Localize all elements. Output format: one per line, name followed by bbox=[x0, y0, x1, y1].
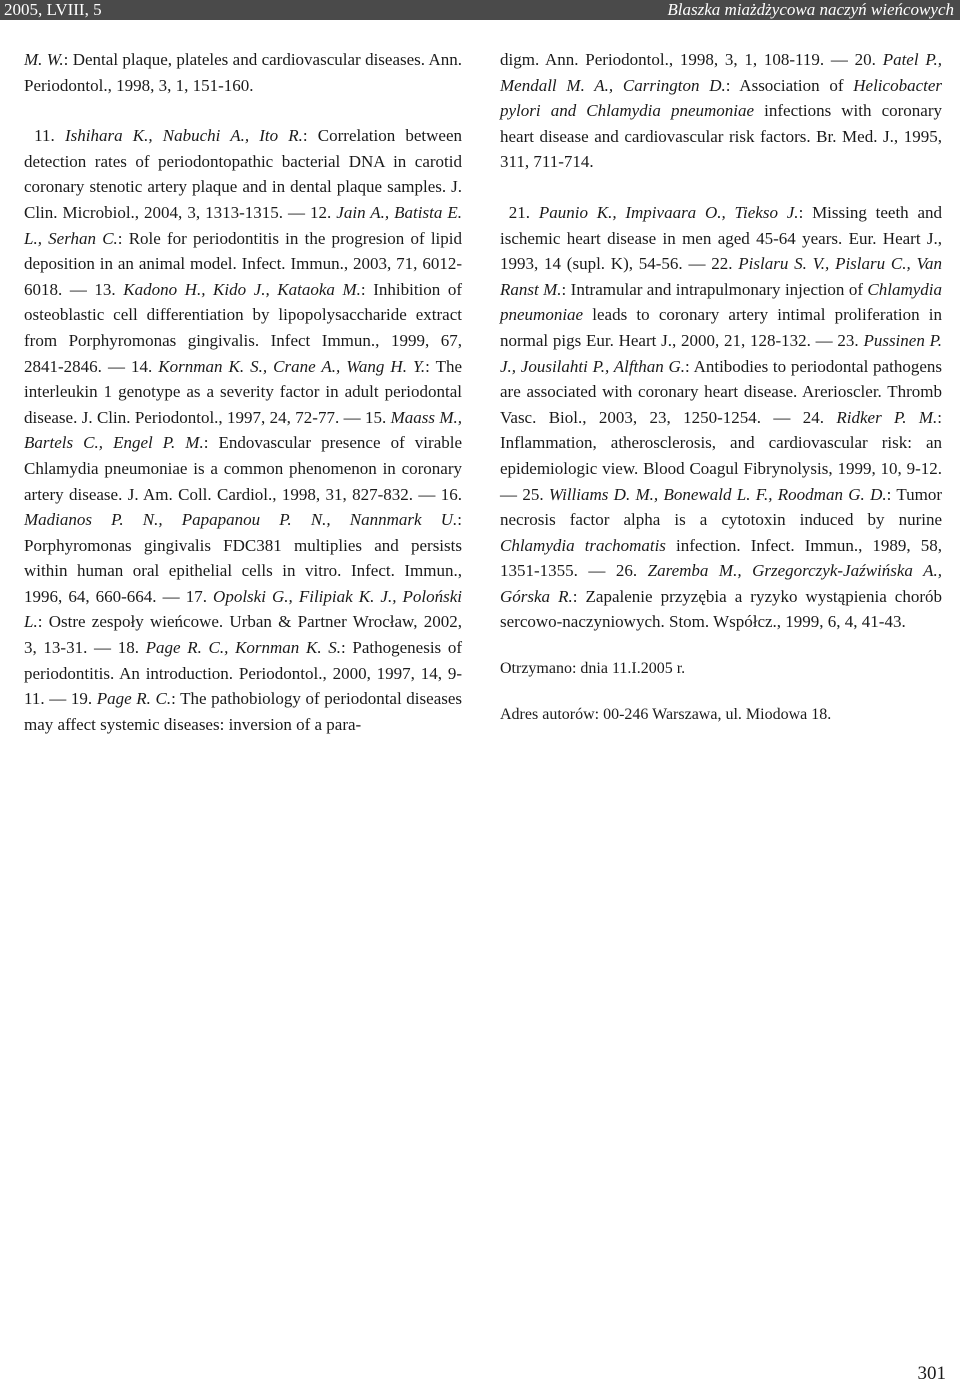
reference-text: : Tumor necrosis factor alpha is a cytotoxin induced by nurine bbox=[500, 484, 943, 530]
reference-authors: Paunio K., Impivaara O., Tiekso J. bbox=[538, 202, 799, 222]
authors-address: Adres autorów: 00-246 Warszawa, ul. Miodowa 18. bbox=[500, 706, 832, 724]
reference-number: 22. bbox=[711, 254, 733, 274]
reference-italic-term: Helicobacter pylori and Chlamydia pneumoniae bbox=[500, 75, 943, 121]
reference-number: 23. bbox=[837, 330, 859, 350]
reference-19-to-20: digm. Ann. Periodontol., 1998, 3, 1, 108-119. — 20. Patel P., Mendall M. A., Carrington D.: Association of Helicobacter pylori and Chlamydia pneumoniae infections with coronary heart disease and cardiovascular risk factors. Br. Med. J., 1995, 311, 711-714. bbox=[500, 50, 943, 172]
received-date: Otrzymano: dnia 11.I.2005 r. bbox=[500, 660, 686, 678]
journal-issue: 2005, LVIII, 5 bbox=[4, 0, 102, 19]
reference-authors: Opolski G., Filipiak K. J., Poloński L. bbox=[24, 586, 463, 632]
reference-authors: M. W. bbox=[24, 50, 64, 69]
reference-authors: Kadono H., Kido J., Kataoka M. bbox=[123, 279, 361, 299]
reference-authors: Ishihara K., Nabuchi A., Ito R. bbox=[64, 126, 303, 146]
reference-number: 26. bbox=[615, 561, 638, 581]
reference-text: : The interleukin 1 genotype as a severity factor in adult periodontal disease. J. Clin. Periodontol., 1997, 24, 72-77. bbox=[24, 356, 462, 427]
reference-text: : Association of bbox=[725, 75, 854, 95]
reference-number: 16. bbox=[440, 484, 463, 504]
reference-number: 12. bbox=[310, 202, 332, 222]
reference-authors: Williams D. M., Bonewald L. F., Roodman G. D. bbox=[548, 484, 887, 504]
reference-authors: Zaremba M., Grzegorczyk-Jaźwińska A., Górska R. bbox=[500, 561, 942, 606]
left-column bbox=[24, 47, 462, 737]
reference-number: 17. bbox=[185, 586, 207, 606]
reference-text: : The pathobiology of periodontal diseases may affect systemic diseases: inversion of a para- bbox=[24, 689, 463, 734]
reference-text: : Antibodies to periodontal pathogens are associated with coronary heart disease. Arerioscler. Thromb Vasc. Biol., 2003, 23, 1250-1254. bbox=[500, 356, 942, 427]
article-running-title: Blaszka miażdżycowa naczyń wieńcowych bbox=[667, 0, 954, 19]
page-number: 301 bbox=[917, 1363, 946, 1384]
reference-authors: Ridker P. M. bbox=[836, 407, 938, 427]
reference-10-continued bbox=[24, 47, 462, 98]
reference-italic-term: Chlamydia pneumoniae bbox=[500, 279, 943, 325]
right-column bbox=[500, 47, 942, 727]
reference-number: 11. bbox=[34, 126, 55, 146]
reference-text: : Correlation between detection rates of periodontopathic bacterial DNA in carotid coronary stenotic artery plaque and in dental plaque samples. J. Clin. Microbiol., 2004, 3, 1313-1315. bbox=[24, 126, 463, 222]
reference-text: : Intramular and intrapulmonary injection of bbox=[561, 279, 868, 299]
reference-text: : Porphyromonas gingivalis FDC381 multiplies and persists within human oral epithelial cells in vitro. Infect. Immun., 1996, 64, 660-664. bbox=[24, 510, 462, 606]
reference-text: leads to coronary artery intimal proliferation in normal pigs Eur. Heart J., 2000, 21, 128-132. bbox=[500, 305, 942, 350]
reference-number: 15. bbox=[364, 407, 387, 427]
reference-authors: Maass M., Bartels C., Engel P. M. bbox=[24, 407, 463, 453]
reference-text: : Zapalenie przyzębia a ryzyko wystąpienia chorób sercowo-naczyniowych. Stom. Współcz., 1999, 6, 4, 41-43. bbox=[500, 586, 942, 632]
reference-number: 20. bbox=[854, 50, 876, 69]
reference-text: : Endovascular presence of virable Chlamydia pneumoniae is a common phenomenon in coronary artery disease. J. Am. Coll. Cardiol., 1998, 31, 827-832. bbox=[24, 433, 463, 504]
reference-italic-term: Chlamydia trachomatis bbox=[500, 535, 666, 555]
reference-authors: Page R. C. bbox=[96, 689, 172, 709]
reference-text: : Inhibition of osteoblastic cell differentiation by lipopolysaccharide extract from Porphyromonas gingivalis. Infect Immun., 1999, 67, 2841-2846. bbox=[24, 279, 463, 376]
reference-text: infection. Infect. Immun., 1989, 58, 1351-1355. bbox=[500, 535, 942, 581]
reference-authors: Page R. C., Kornman K. S. bbox=[145, 638, 341, 658]
running-header bbox=[0, 0, 960, 20]
reference-number: 14. bbox=[130, 356, 153, 376]
reference-number: 18. bbox=[117, 638, 139, 658]
reference-authors: Pislaru S. V., Pislaru C., Van Ranst M. bbox=[500, 254, 943, 299]
reference-number: 21. bbox=[508, 202, 531, 222]
reference-21-to-26: 21. Paunio K., Impivaara O., Tiekso J.: Missing teeth and ischemic heart disease in men aged 45-64 years. Eur. Heart J., 1993, 14 (supl. K), 54-56. — 22. Pislaru S. V., Pislaru C., Van Ranst M.: Intramular and intrapulmonary injection of Chlamydia pneumoniae leads to coronary artery intimal proliferation in normal pigs Eur. Heart J., 2000, 21, 128-132. — 23. Pussinen P. J., Jousilahti P., Alfthan G.: Antibodies to periodontal pathogens are associated with coronary heart disease. Arerioscler. Thromb Vasc. Biol., 2003, 23, 1250-1254. — 24. Ridker P. M.: Inflammation, atherosclerosis, and cardiovascular risk: an epidemiologic view. Blood Coagul Fibrynolysis, 1999, 10, 9-12. — 25. Williams D. M., Bonewald L. F., Roodman G. D.: Tumor necrosis factor alpha is a cytotoxin induced by nurine Chlamydia trachomatis infection. Infect. Immun., 1989, 58, 1351-1355. — 26. Zaremba M., Grzegorczyk-Jaźwińska A., Górska R.: Zapalenie przyzębia a ryzyko wystąpienia chorób sercowo-naczyniowych. Stom. Współcz., 1999, 6, 4, 41-43. bbox=[500, 202, 943, 632]
reference-authors: Patel P., Mendall M. A., Carrington D. bbox=[500, 50, 943, 95]
reference-authors: Pussinen P. J., Jousilahti P., Alfthan G. bbox=[500, 330, 943, 376]
reference-text: : Inflammation, atherosclerosis, and cardiovascular risk: an epidemiologic view. Blood Coagul Fibrynolysis, 1999, 10, 9-12. bbox=[500, 407, 943, 478]
reference-number: 19. bbox=[70, 689, 93, 709]
reference-authors: Jain A., Batista E. L., Serhan C. bbox=[24, 202, 462, 248]
reference-text: digm. Ann. Periodontol., 1998, 3, 1, 108-119. bbox=[500, 50, 825, 69]
reference-text: infections with coronary heart disease and cardiovascular risk factors. Br. Med. J., 1995, 311, 711-714. bbox=[500, 101, 942, 172]
reference-text: : Pathogenesis of periodontitis. An introduction. Periodontol., 2000, 1997, 14, 9-11. bbox=[24, 638, 463, 709]
reference-number: 24. bbox=[802, 407, 824, 427]
reference-number: 25. bbox=[522, 484, 544, 504]
reference-authors: Kornman K. S., Crane A., Wang H. Y. bbox=[158, 356, 426, 376]
reference-11-to-19: 11. Ishihara K., Nabuchi A., Ito R.: Correlation between detection rates of periodontopathic bacterial DNA in carotid coronary stenotic artery plaque and in dental plaque samples. J. Clin. Microbiol., 2004, 3, 1313-1315. — 12. Jain A., Batista E. L., Serhan C.: Role for periodontitis in the progresion of lipid deposition in an animal model. Infect. Immun., 2003, 71, 6012-6018. — 13. Kadono H., Kido J., Kataoka M.: Inhibition of osteoblastic cell differentiation by lipopolysaccharide extract from Porphyromonas gingivalis. Infect Immun., 1999, 67, 2841-2846. — 14. Kornman K. S., Crane A., Wang H. Y.: The interleukin 1 genotype as a severity factor in adult periodontal disease. J. Clin. Periodontol., 1997, 24, 72-77. — 15. Maass M., Bartels C., Engel P. M.: Endovascular presence of virable Chlamydia pneumoniae is a common phenomenon in coronary artery disease. J. Am. Coll. Cardiol., 1998, 31, 827-832. — 16. Madianos P. N., Papapanou P. N., Nannmark U.: Porphyromonas gingivalis FDC381 multiplies and persists within human oral epithelial cells in vitro. Infect. Immun., 1996, 64, 660-664. — 17. Opolski G., Filipiak K. J., Poloński L.: Ostre zespoły wieńcowe. Urban & Partner Wrocław, 2002, 3, 13-31. — 18. Page R. C., Kornman K. S.: Pathogenesis of periodontitis. An introduction. Periodontol., 2000, 1997, 14, 9-11. — 19. Page R. C.: The pathobiology of periodontal diseases may affect systemic diseases: inversion of a para- bbox=[24, 126, 463, 734]
reference-authors: Madianos P. N., Papapanou P. N., Nannmark U. bbox=[24, 510, 458, 530]
reference-text: : Ostre zespoły wieńcowe. Urban & Partner Wrocław, 2002, 3, 13-31. bbox=[24, 612, 462, 658]
reference-text: : Missing teeth and ischemic heart disease in men aged 45-64 years. Eur. Heart J., 1993, 14 (supl. K), 54-56. bbox=[500, 202, 943, 274]
reference-text: : Dental plaque, plateles and cardiovascular diseases. Ann. Periodontol., 1998, 3, 1, 151-160. bbox=[24, 50, 462, 95]
reference-number: 13. bbox=[94, 279, 116, 299]
reference-text: : Role for periodontitis in the progresion of lipid deposition in an animal model. Infect. Immun., 2003, 71, 6012-6018. bbox=[24, 228, 462, 299]
